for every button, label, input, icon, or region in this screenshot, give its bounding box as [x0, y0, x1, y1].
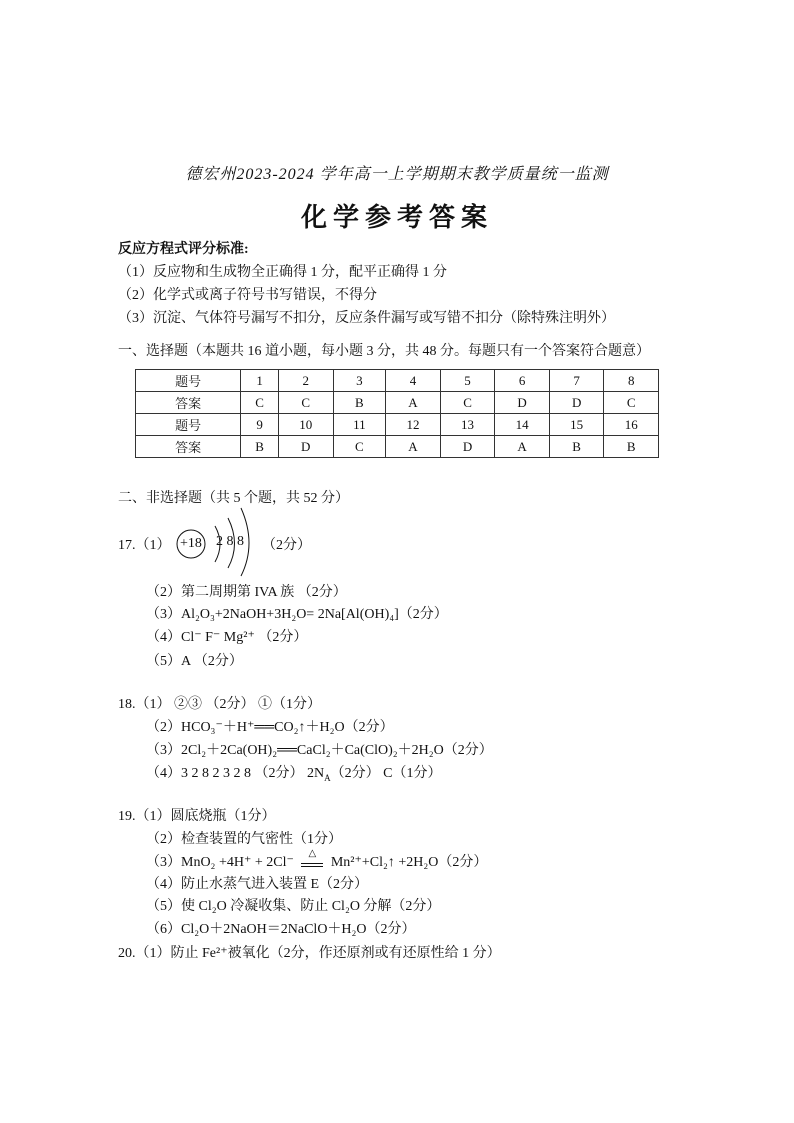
table-cell: 14 — [495, 414, 550, 436]
table-row — [136, 414, 659, 436]
section1-heading: 一、选择题（本题共 16 道小题，每小题 3 分，共 48 分。每题只有一个答案符合题意） — [118, 344, 650, 359]
standard-item-1: （1）反应物和生成物全正确得 1 分，配平正确得 1 分 — [118, 265, 447, 280]
q19-part1: 19.（1）圆底烧瓶（1分） — [118, 809, 276, 824]
document-subtitle: 化学参考答案 — [300, 203, 493, 232]
section2-heading: 二、非选择题（共 5 个题，共 52 分） — [118, 491, 349, 506]
table-cell: C — [278, 392, 333, 414]
equals-arrow-icon — [301, 863, 323, 867]
table-cell: 7 — [549, 370, 604, 392]
q19-part2: （2）检查装置的气密性（1分） — [146, 832, 342, 847]
q19-part6: （6）Cl₂O＋2NaOH＝2NaClO＋H₂O（2分） — [146, 922, 416, 937]
table-cell: B — [604, 436, 659, 458]
q19-part3-reactants: （3）MnO₂ +4H⁺ + 2Cl⁻ — [146, 855, 294, 870]
q18-part4 — [146, 762, 441, 783]
table-cell: 5 — [440, 370, 495, 392]
q18-part4-score: （2分） C（1分） — [330, 766, 442, 781]
standards-heading: 反应方程式评分标准: — [118, 242, 249, 257]
table-cell: 8 — [604, 370, 659, 392]
table-cell: D — [278, 436, 333, 458]
table-cell: A — [495, 436, 550, 458]
document-title: 德宏州2023-2024 学年高一上学期期末教学质量统一监测 — [185, 166, 609, 183]
table-cell: 16 — [604, 414, 659, 436]
table-cell: A — [386, 436, 441, 458]
table-cell: 12 — [386, 414, 441, 436]
table-cell: 13 — [440, 414, 495, 436]
electron-shells: 2 8 8 — [216, 534, 244, 549]
q18-part3: （3）2Cl₂＋2Ca(OH)₂══CaCl₂＋Ca(ClO)₂＋2H₂O（2分） — [146, 743, 493, 758]
table-cell: C — [440, 392, 495, 414]
table-cell: C — [241, 392, 279, 414]
table-cell: D — [440, 436, 495, 458]
table-cell: 题号 — [136, 370, 241, 392]
table-cell: 答案 — [136, 436, 241, 458]
q17-label: 17.（1） — [118, 538, 171, 553]
table-cell: 9 — [241, 414, 279, 436]
table-cell: C — [333, 436, 386, 458]
q19-part4: （4）防止水蒸气进入装置 E（2分） — [146, 877, 369, 892]
heating-symbol: △ — [308, 848, 317, 859]
answer-table — [135, 369, 659, 458]
table-cell: B — [549, 436, 604, 458]
q17-part2: （2）第二周期第 IVA 族 （2分） — [146, 585, 347, 600]
q18-part4-subscript: A — [324, 772, 331, 783]
table-cell: C — [604, 392, 659, 414]
table-cell: 6 — [495, 370, 550, 392]
table-cell: 1 — [241, 370, 279, 392]
table-cell: 4 — [386, 370, 441, 392]
table-cell: 答案 — [136, 392, 241, 414]
q17-score: （2分） — [262, 538, 311, 553]
table-cell: D — [495, 392, 550, 414]
q17-part3: （3）Al₂O₃+2NaOH+3H₂O= 2Na[Al(OH)₄]（2分） — [146, 607, 448, 622]
q18-part1: 18.（1） ②③ （2分） ①（1分） — [118, 697, 321, 712]
q17-part5: （5）A （2分） — [146, 654, 243, 669]
table-cell: B — [333, 392, 386, 414]
table-row — [136, 436, 659, 458]
q19-part5: （5）使 Cl₂O 冷凝收集、防止 Cl₂O 分解（2分） — [146, 899, 441, 914]
standard-item-2: （2）化学式或离子符号书写错误，不得分 — [118, 288, 377, 303]
table-row — [136, 392, 659, 414]
table-cell: 3 — [333, 370, 386, 392]
table-cell: D — [549, 392, 604, 414]
table-cell: 10 — [278, 414, 333, 436]
table-cell: 11 — [333, 414, 386, 436]
q18-part2: （2）HCO₃⁻＋H⁺══CO₂↑＋H₂O（2分） — [146, 720, 394, 735]
q20-part1: 20.（1）防止 Fe²⁺被氧化（2分，作还原剂或有还原性给 1 分） — [118, 946, 501, 961]
q17-part4: （4）Cl⁻ F⁻ Mg²⁺ （2分） — [146, 630, 308, 645]
atom-structure-diagram — [177, 528, 209, 560]
table-cell: A — [386, 392, 441, 414]
table-cell: 15 — [549, 414, 604, 436]
q19-part3-products: Mn²⁺+Cl₂↑ +2H₂O（2分） — [330, 855, 488, 870]
q18-part4-text: （4）3 2 8 2 3 2 8 （2分） 2N — [146, 766, 325, 781]
table-cell: 题号 — [136, 414, 241, 436]
q19-part3 — [146, 848, 488, 871]
reaction-condition — [297, 848, 327, 867]
nucleus-charge: +18 — [180, 536, 202, 551]
standard-item-3: （3）沉淀、气体符号漏写不扣分，反应条件漏写或写错不扣分（除特殊注明外） — [118, 311, 615, 326]
table-row — [136, 370, 659, 392]
table-cell: B — [241, 436, 279, 458]
table-cell: 2 — [278, 370, 333, 392]
